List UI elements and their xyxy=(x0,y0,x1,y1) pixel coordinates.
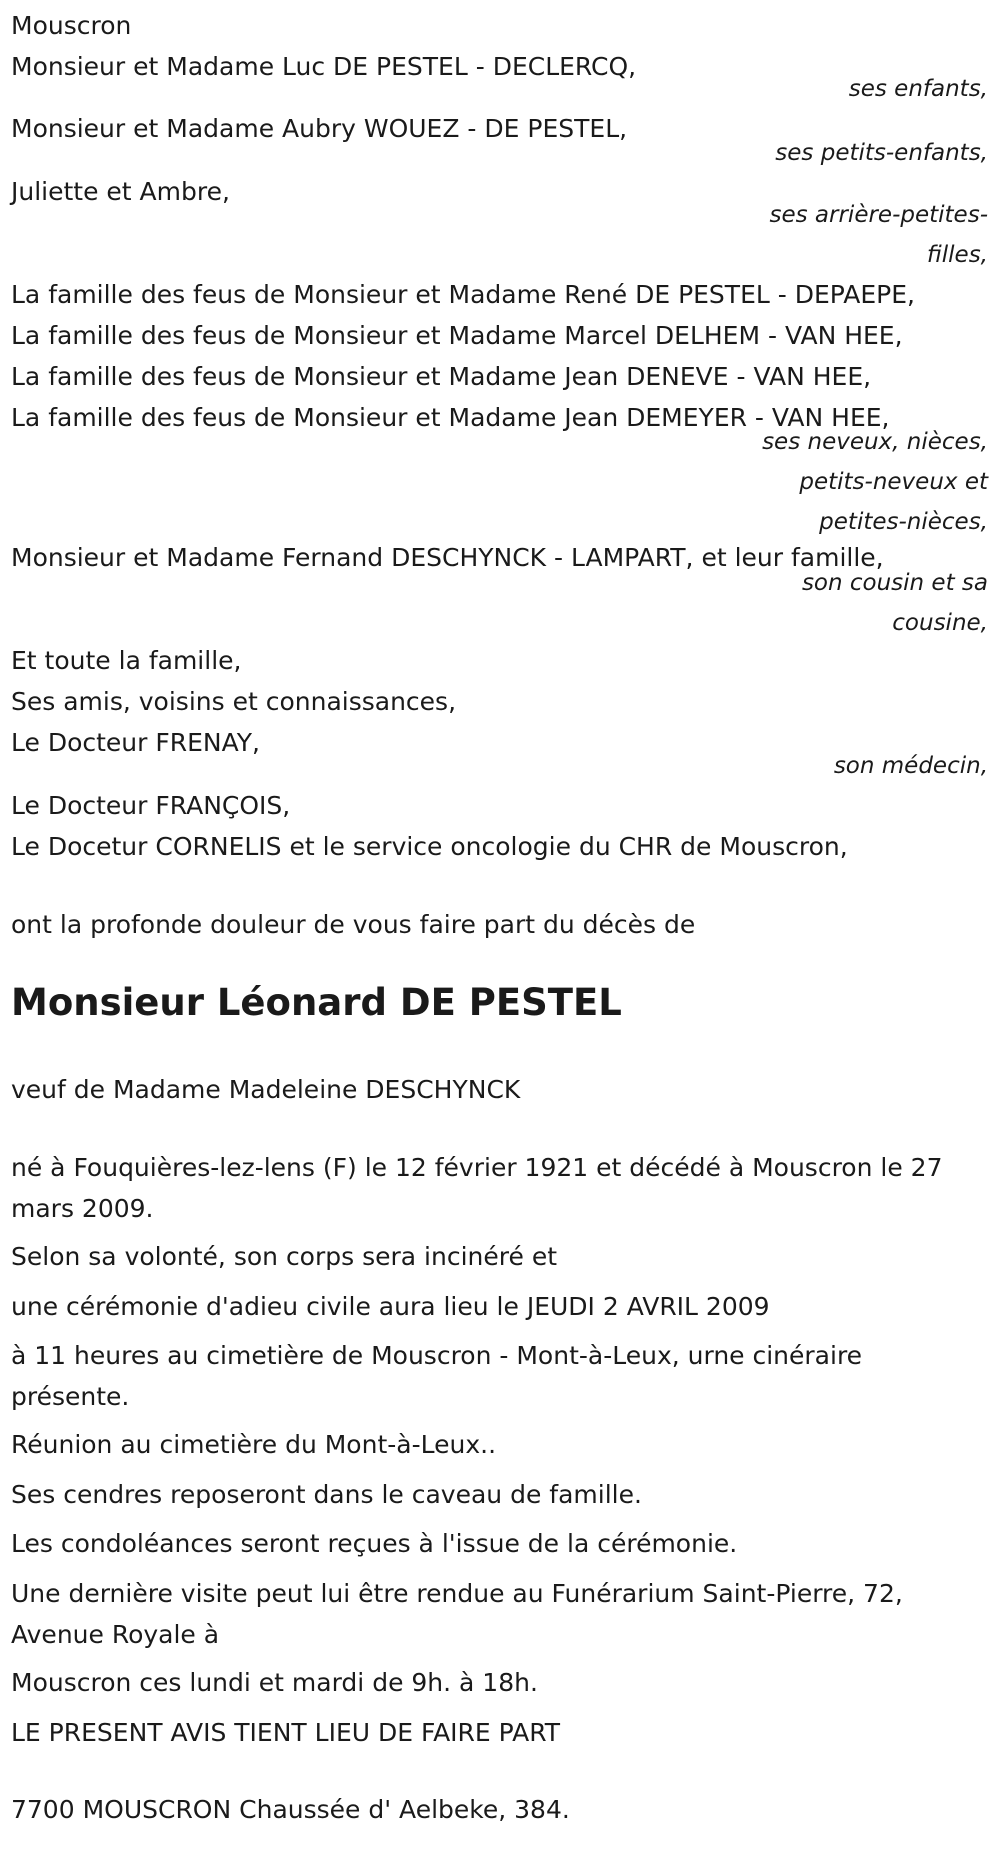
feus-family-4: La famille des feus de Monsieur et Madame Jean DEMEYER - VAN HEE, xyxy=(11,403,890,432)
spouse-line: veuf de Madame Madeleine DESCHYNCK xyxy=(11,1075,521,1104)
notice-statement: LE PRESENT AVIS TIENT LIEU DE FAIRE PART xyxy=(11,1718,561,1747)
ashes-line: Ses cendres reposeront dans le caveau de famille. xyxy=(11,1480,642,1509)
relation-nephews-line3: petites-nièces, xyxy=(819,509,988,535)
announcement: ont la profonde douleur de vous faire part du décès de xyxy=(11,910,696,939)
relation-children: ses enfants, xyxy=(848,76,988,102)
visit-line: Une dernière visite peut lui être rendue au Funérarium Saint-Pierre, 72, Avenue Royale à xyxy=(11,1579,903,1649)
address: 7700 MOUSCRON Chaussée d' Aelbeke, 384. xyxy=(11,1795,570,1824)
doctor-frenay: Le Docteur FRENAY, xyxy=(11,728,260,757)
family-member-2: Monsieur et Madame Aubry WOUEZ - DE PESTEL, xyxy=(11,114,628,143)
ceremony-place: à 11 heures au cimetière de Mouscron - Mont-à-Leux, urne cinéraire présente. xyxy=(11,1341,863,1411)
cousin-family: Monsieur et Madame Fernand DESCHYNCK - LAMPART, et leur famille, xyxy=(11,543,884,572)
relation-cousin-line2: cousine, xyxy=(892,610,988,636)
relation-great-grandchildren-line1: ses arrière-petites- xyxy=(769,202,988,228)
whole-family: Et toute la famille, xyxy=(11,646,242,675)
feus-family-2: La famille des feus de Monsieur et Madame Marcel DELHEM - VAN HEE, xyxy=(11,321,903,350)
birth-death-details: né à Fouquières-lez-lens (F) le 12 février 1921 et décédé à Mouscron le 27 mars 2009. xyxy=(11,1153,943,1223)
family-member-1: Monsieur et Madame Luc DE PESTEL - DECLERCQ, xyxy=(11,52,637,81)
relation-cousin-line1: son cousin et sa xyxy=(801,570,988,596)
relation-nephews-line1: ses neveux, nièces, xyxy=(762,429,988,455)
condolences-line: Les condoléances seront reçues à l'issue de la cérémonie. xyxy=(11,1529,738,1558)
city: Mouscron xyxy=(11,11,132,40)
feus-family-1: La famille des feus de Monsieur et Madame René DE PESTEL - DEPAEPE, xyxy=(11,280,915,309)
doctor-cornelis: Le Docetur CORNELIS et le service oncologie du CHR de Mouscron, xyxy=(11,832,848,861)
ceremony-line: une cérémonie d'adieu civile aura lieu le JEUDI 2 AVRIL 2009 xyxy=(11,1292,770,1321)
friends-neighbours: Ses amis, voisins et connaissances, xyxy=(11,687,457,716)
family-member-3: Juliette et Ambre, xyxy=(11,177,230,206)
doctor-francois: Le Docteur FRANÇOIS, xyxy=(11,791,291,820)
feus-family-3: La famille des feus de Monsieur et Madame Jean DENEVE - VAN HEE, xyxy=(11,362,872,391)
relation-doctor: son médecin, xyxy=(833,753,988,779)
relation-nephews-line2: petits-neveux et xyxy=(799,469,988,495)
visit-hours: Mouscron ces lundi et mardi de 9h. à 18h. xyxy=(11,1668,538,1697)
relation-great-grandchildren-line2: filles, xyxy=(926,242,988,268)
relation-grandchildren: ses petits-enfants, xyxy=(775,140,988,166)
meeting-line: Réunion au cimetière du Mont-à-Leux.. xyxy=(11,1430,497,1459)
deceased-name: Monsieur Léonard DE PESTEL xyxy=(11,981,622,1024)
cremation-line: Selon sa volonté, son corps sera incinéré et xyxy=(11,1242,557,1271)
